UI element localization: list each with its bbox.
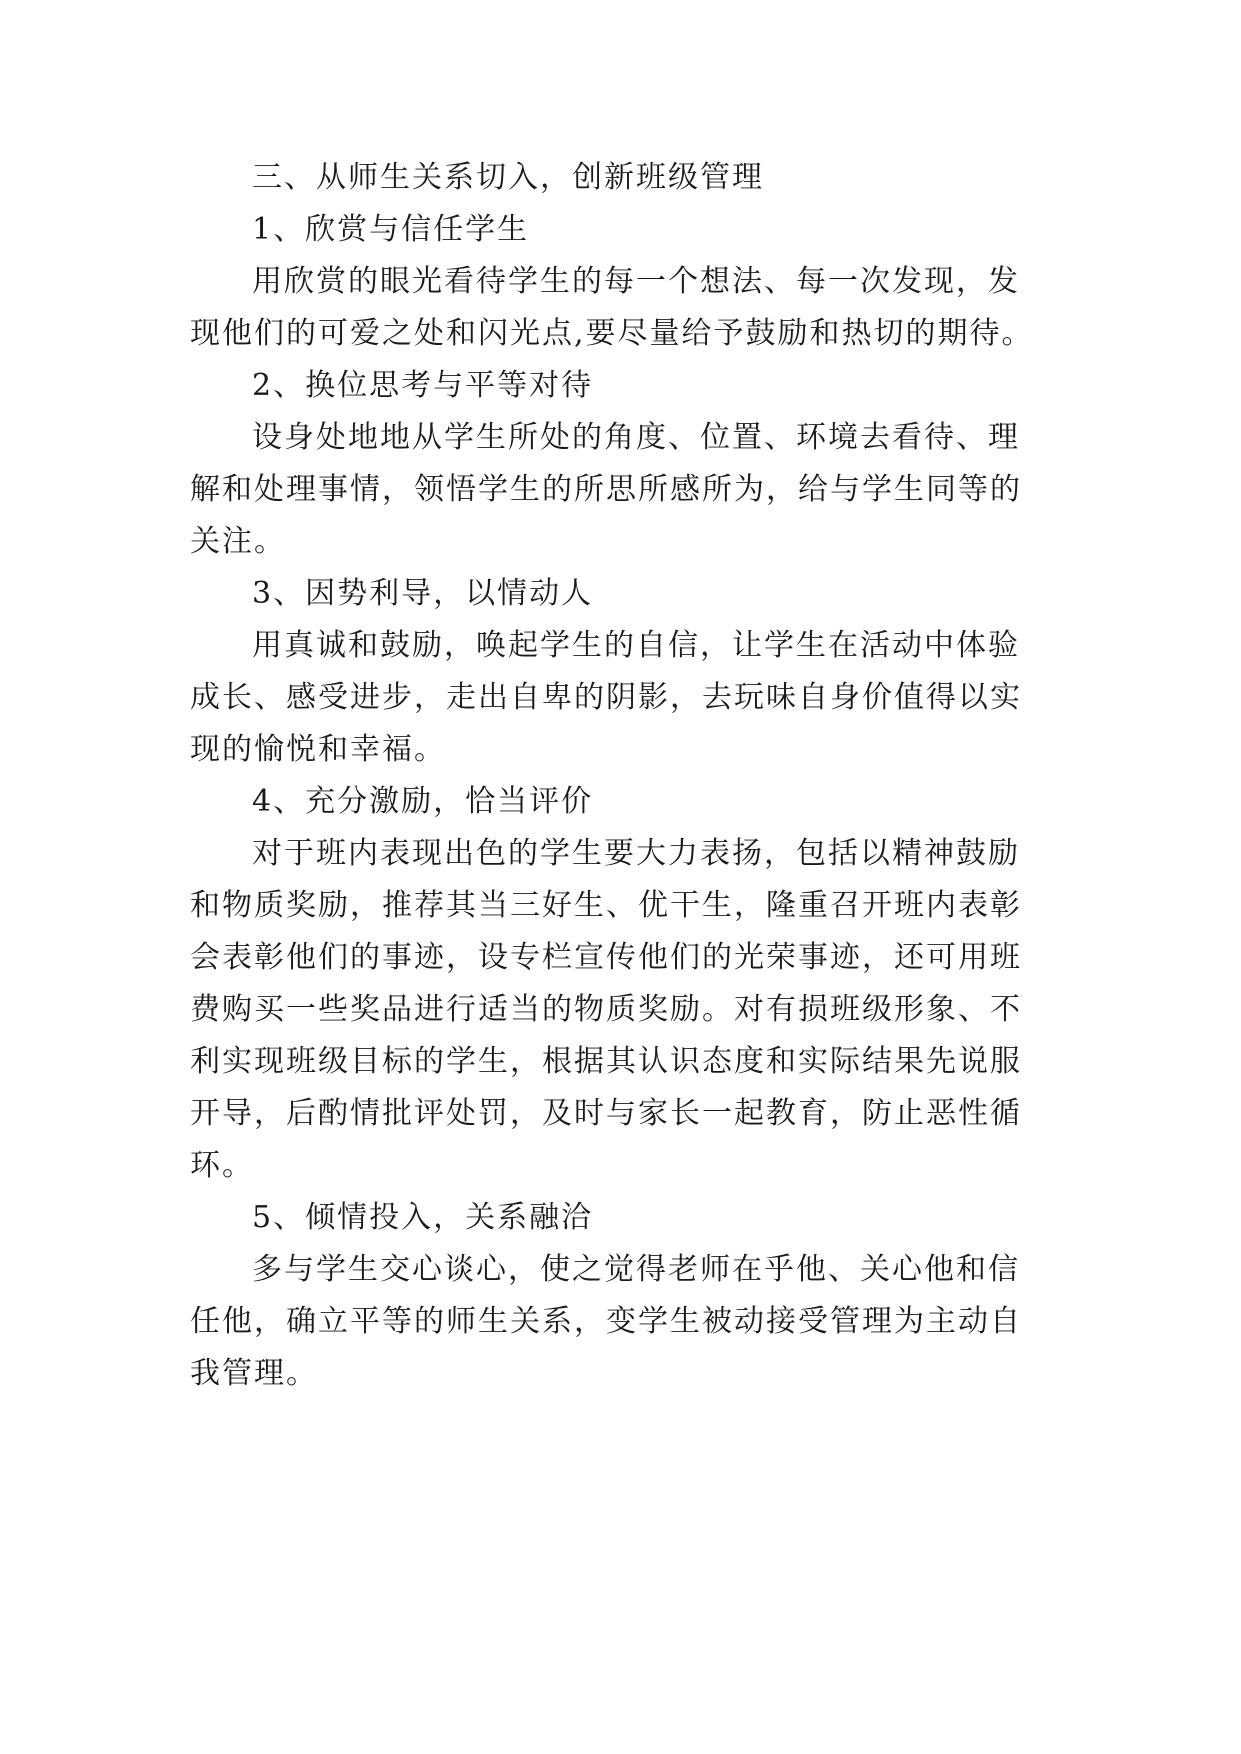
- paragraph-line: 用欣赏的眼光看待学生的每一个想法、每一次发现，发: [252, 264, 1020, 299]
- paragraph-line: 现他们的可爱之处和闪光点,要尽量给予鼓励和热切的期待。: [190, 316, 1034, 351]
- paragraph-line: 开导，后酌情批评处罚，及时与家长一起教育，防止恶性循: [190, 1096, 1022, 1131]
- paragraph-line: 用真诚和鼓励，唤起学生的自信，让学生在活动中体验: [252, 628, 1020, 663]
- paragraph-line: 关注。: [190, 524, 286, 559]
- paragraph-line: 对于班内表现出色的学生要大力表扬，包括以精神鼓励: [252, 836, 1020, 871]
- paragraph-line: 会表彰他们的事迹，设专栏宣传他们的光荣事迹，还可用班: [190, 940, 1022, 975]
- paragraph-line: 和物质奖励，推荐其当三好生、优干生，隆重召开班内表彰: [190, 888, 1022, 923]
- paragraph-line: 成长、感受进步，走出自卑的阴影，去玩味自身价值得以实: [190, 680, 1022, 715]
- item-2-heading: 2、换位思考与平等对待: [252, 368, 594, 403]
- paragraph-line: 任他，确立平等的师生关系，变学生被动接受管理为主动自: [190, 1304, 1022, 1339]
- section-heading: 三、从师生关系切入，创新班级管理: [252, 160, 764, 195]
- paragraph-line: 现的愉悦和幸福。: [190, 732, 446, 767]
- item-4-heading: 4、充分激励，恰当评价: [252, 784, 594, 819]
- paragraph-line: 费购买一些奖品进行适当的物质奖励。对有损班级形象、不: [190, 992, 1022, 1027]
- item-5-heading: 5、倾情投入，关系融洽: [252, 1200, 594, 1235]
- paragraph-line: 环。: [190, 1148, 254, 1183]
- item-3-heading: 3、因势利导，以情动人: [252, 576, 594, 611]
- paragraph-line: 我管理。: [190, 1356, 318, 1391]
- paragraph-line: 解和处理事情，领悟学生的所思所感所为，给与学生同等的: [190, 472, 1022, 507]
- paragraph-line: 利实现班级目标的学生，根据其认识态度和实际结果先说服: [190, 1044, 1022, 1079]
- item-1-heading: 1、欣赏与信任学生: [252, 212, 530, 247]
- paragraph-line: 设身处地地从学生所处的角度、位置、环境去看待、理: [252, 420, 1020, 455]
- paragraph-line: 多与学生交心谈心，使之觉得老师在乎他、关心他和信: [252, 1252, 1020, 1287]
